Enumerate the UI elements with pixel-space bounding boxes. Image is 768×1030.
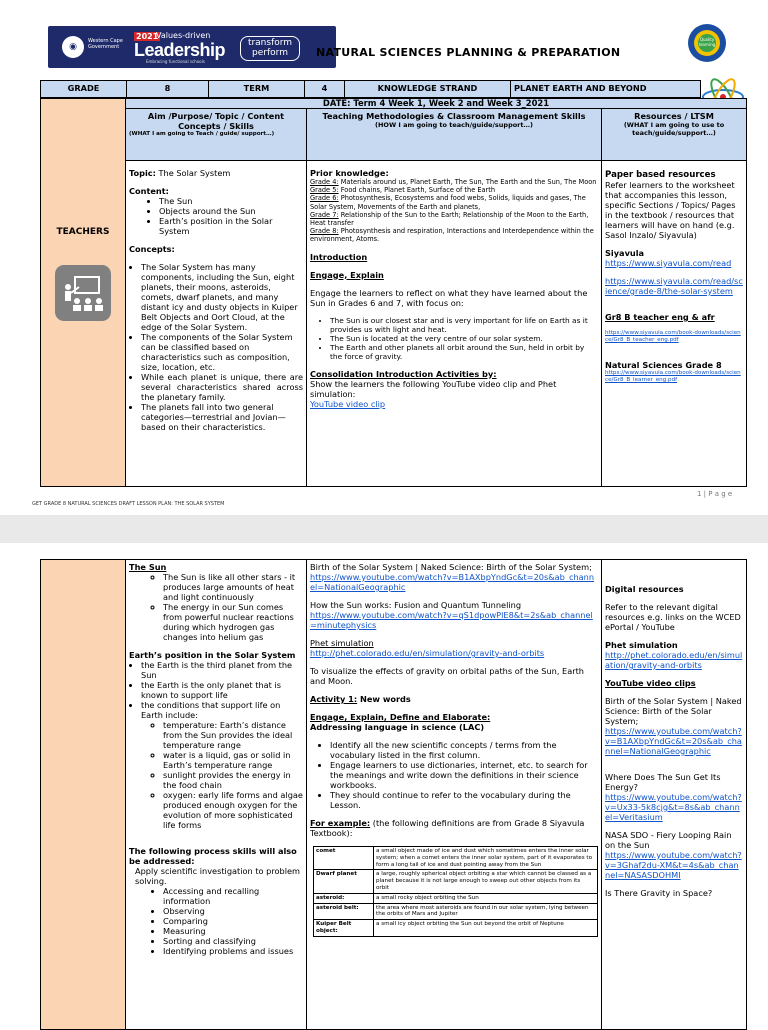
list-item: • Sorting and classifying [163,936,303,946]
content-label: Content: [129,186,169,196]
wc-government-text: Western Cape Government [88,38,123,50]
vocab-definition: a small rocky object orbiting the Sun [374,893,598,903]
lesson-table-page-2 [40,559,747,1030]
vocab-definition: a small object made of ice and dust which sometimes enters the inner solar system; when a comet enters the inner solar system, part of it evaporates to form a long tail of ice and dust pointing away from the Sun [374,847,598,870]
table-row [314,920,598,937]
vocab-term: asteroid: [314,893,374,903]
activity-label: Activity 1: [310,694,358,704]
list-item [310,227,598,243]
birth-video-link[interactable]: https://www.youtube.com/watch?v=B1AXbpYndGc&t=20s&ab_channel=NationalGeographic [310,572,595,592]
date-line: DATE: Term 4 Week 1, Week 2 and Week 3_2021 [126,99,747,109]
digital-resources-heading: Digital resources [605,584,684,594]
grade-ref: Grade 5: [310,186,339,195]
yt3-text: NASA SDO - Fiery Looping Rain on the Sun [605,830,732,850]
list-item: • The Earth and other planets all orbit around the Sun, held in orbit by the force of gravity. [330,343,598,361]
grade-ref: Grade 8: [310,227,339,236]
prior-knowledge-label: Prior knowledge: [310,168,389,178]
values-driven-text: Values-driven [156,31,211,40]
example-label: For example: [310,818,371,828]
quality-learning-logo [688,24,726,64]
leadership-logo-banner [48,26,336,68]
res-title: Resources / LTSM [634,111,714,121]
page-footer: GET GRADE 8 NATURAL SCIENCES DRAFT LESSON PLAN: THE SOLAR SYSTEM [32,501,225,507]
term-label: TERM [209,81,305,98]
page-title: NATURAL SCIENCES PLANNING & PREPARATION [316,46,621,59]
list-item [310,178,598,186]
topic-label: Topic: [129,168,156,178]
list-item: ◦ The Sun is like all other stars - it produces large amounts of heat and light continuously [163,572,303,602]
lesson-table-page-1 [40,98,747,487]
page-gap [0,515,768,543]
list-item: • Measuring [163,926,303,936]
list-item: ◦ temperature: Earth’s distance from the Sun provides the ideal temperature range [163,720,303,750]
list-item: • Earth’s position in the Solar System [159,216,303,236]
engage-list [310,316,598,361]
teach-content-cell [307,161,602,487]
birth-video-title: Birth of the Solar System | Naked Science: Birth of the Solar System; [310,562,592,572]
list-item: • the Earth is the only planet that is known to support life [141,680,303,700]
consolidation-heading: Consolidation Introduction Activities by: [310,368,497,379]
lac-list [310,740,598,810]
activity-title: New words [360,694,411,704]
list-item: ◦ oxygen: early life forms and algae produced enough oxygen for the evolution of more sophisticated life forms [163,790,303,830]
skills-intro-list [129,866,303,886]
list-item: ◦ water is a liquid, gas or solid in Earth’s temperature range [163,750,303,770]
vocab-definition: a large, roughly spherical object orbiting a star which cannot be classed as a planet because it is not large enough to sweep out other objects from its orbit [374,870,598,893]
consolidation-text: Show the learners the following YouTube video clip and Phet simulation: [310,378,557,399]
page-number: 1 | P a g e [697,490,733,498]
strand-value: PLANET EARTH AND BEYOND [511,81,701,98]
res-column-header [602,109,747,161]
list-item: ◦ sunlight provides the energy in the food chain [163,770,303,790]
sun-works-link[interactable]: https://www.youtube.com/watch?v=qS1dpowPlE8&t=2s&ab_channel=minutephysics [310,610,593,630]
paper-resources-heading: Paper based resources [605,170,716,180]
grade-topics: Relationship of the Sun to the Earth; Relationship of the Moon to the Earth, Heat transfer [310,210,589,228]
list-item: • While each planet is unique, there are several characteristics shared across the planetary family. [141,372,303,402]
yt2-link[interactable]: https://www.youtube.com/watch?v=Ux33-5k8cjg&t=8s&ab_channel=Veritasium [605,792,742,822]
list-item [310,194,598,210]
list-item: • the conditions that support life on Earth include: [141,700,303,720]
sun-works-text: How the Sun works: Fusion and Quantum Tunneling [310,600,522,610]
teach-content-cell-continued [307,560,602,1030]
vocab-definition: the area where most asteroids are found in our solar system, lying between the orbits of Mars and Jupiter [374,903,598,920]
the-sun-heading: The Sun [129,562,167,572]
resources-content-cell-continued [602,560,747,1030]
grade-topics: Photosynthesis, Ecosystems and food webs, Solids, liquids and gases, The Solar System, Movements of the Earth and planets, [310,194,586,211]
grade-label: GRADE [41,81,127,98]
lac-heading: Addressing language in science (LAC) [310,722,485,732]
phet-simulation-link[interactable]: http://phet.colorado.edu/en/simulation/gravity-and-orbits [310,648,545,658]
table-row [314,847,598,870]
list-item: • The Sun is located at the very centre of our solar system. [330,334,598,343]
paper-resources-text: Refer learners to the worksheet that accompanies this lesson, specific Sections / Topics/ Pages in the textbook / resources that learners will have on hand (e.g. Sasol Inzalo/ Siyavula) [605,180,736,240]
grade-value: 8 [127,81,209,98]
engage-text: Engage the learners to reflect on what they have learned about the Sun in Grades 6 and 7, with focus on: [310,287,588,308]
list-item: • The planets fall into two general categories—terrestrial and Jovian—based on their characteristics. [141,402,303,432]
phet-simulation-label: Phet simulation [310,638,374,648]
grade-topics: Materials around us, Planet Earth, The Sun, The Earth and the Sun, The Moon [340,178,597,186]
siyavula-link[interactable]: https://www.siyavula.com/read [605,258,732,268]
list-item: • They should continue to refer to the vocabulary during the Lesson. [330,790,598,810]
aim-title: Aim /Purpose/ Topic / Content Concepts / Skills [147,111,285,131]
yt3-link[interactable]: https://www.youtube.com/watch?v=3Ghaf2du-XM&t=4s&ab_channel=NASASDOHMI [605,850,742,880]
qli-logo-text: Quality learning [698,34,716,52]
teachers-cell [41,99,126,487]
table-row [314,870,598,893]
introduction-heading: Introduction [310,251,368,262]
teach-title: Teaching Methodologies & Classroom Management Skills [322,111,586,121]
aim-column-header [126,109,307,161]
list-item: • Objects around the Sun [159,206,303,216]
leadership-subtitle: Embracing functional schools [146,59,205,64]
page-header [40,22,768,78]
process-skills-heading: The following process skills will also be addressed: [129,846,297,866]
engage-explain-heading: Engage, Explain [310,269,384,280]
yt1-text: Birth of the Solar System | Naked Science: Birth of the Solar System; [605,696,742,726]
vocab-definition: a small icy object orbiting the Sun out beyond the orbit of Neptune [374,920,598,937]
vocab-term: Dwarf planet [314,870,374,893]
aim-subtitle: (WHAT I am going to Teach / guide/ support…) [129,131,275,137]
grade-topics: Photosynthesis and respiration, Interactions and Interdependence within the environment, Atoms. [310,227,594,244]
siyavula-heading: Siyavula [605,248,645,258]
eede-heading: Engage, Explain, Define and Elaborate: [310,712,491,722]
list-item: • Identifying problems and issues [163,946,303,956]
yt1-link[interactable]: https://www.youtube.com/watch?v=B1AXbpYndGc&t=20s&ab_channel=NationalGeographic [605,726,742,756]
vocab-term: asteroid belt: [314,903,374,920]
birth-video-text [310,562,598,592]
gr8-teacher-link[interactable]: https://www.siyavula.com/book-downloads/science/Gr8_B_teacher_eng.pdf [605,330,741,343]
skills-list [129,886,303,956]
phet-description: To visualize the effects of gravity on orbital paths of the Sun, Earth and Moon. [310,666,584,686]
list-item: • The Solar System has many components, including the Sun, eight planets, their moons, asteroids, comets, dwarf planets, and many distant icy and dusty objects in Kuiper Belt Objects and Oort Cloud, at the edge of the Solar System. [141,262,303,332]
list-item: • The components of the Solar System can be classified based on characteristics such as composition, size, location, etc. [141,332,303,372]
list-item: • Apply scientific investigation to problem solving. [135,866,303,886]
grade-ref: Grade 7: [310,210,339,219]
list-item [310,211,598,227]
vocab-term: Kuiper Belt object: [314,920,374,937]
leadership-text: Leadership [134,40,226,60]
list-item [310,186,598,194]
digital-resources-text: Refer to the relevant digital resources e.g. links on the WCED ePortal / YouTube [605,602,741,632]
teach-column-header [307,109,602,161]
aim-content-cell-continued [126,560,307,1030]
table-row [314,903,598,920]
list-item: • the Earth is the third planet from the Sun [141,660,303,680]
youtube-clips-heading: YouTube video clips [605,678,696,688]
res-subtitle: (WHAT I am going to use to teach/guide/support…) [623,121,725,137]
grade-topics: Food chains, Planet Earth, Surface of the Earth [340,186,496,195]
western-cape-crest-icon: ◉ [62,36,84,58]
sun-list [129,572,303,642]
list-item: ◦ The energy in our Sun comes from powerful nuclear reactions during which hydrogen gas changes into helium gas [163,602,303,642]
list-item: • Engage learners to use dictionaries, internet, etc. to search for the meanings and write down the definitions in their science workbooks. [330,760,598,790]
content-list [129,196,303,236]
list-item: • Accessing and recalling information [163,886,303,906]
gr8-teacher-heading: Gr8 B teacher eng & afr [605,312,715,322]
list-item: • Observing [163,906,303,916]
teachers-cell-continued [41,560,126,1030]
ns-grade8-link[interactable]: https://www.siyavula.com/book-downloads/science/Gr8_B_learner_eng.pdf [605,370,741,383]
topic-value: The Solar System [158,168,231,178]
resources-content-cell [602,161,747,487]
earth-position-list [129,660,303,720]
prior-knowledge-list [310,178,598,244]
list-item: • The Sun [159,196,303,206]
youtube-video-link[interactable]: YouTube video clip [310,398,386,409]
list-item: • Comparing [163,916,303,926]
siyavula-solar-system-link[interactable]: https://www.siyavula.com/read/science/grade-8/the-solar-system [605,276,743,296]
phet-link[interactable]: http://phet.colorado.edu/en/simulation/gravity-and-orbits [605,650,743,670]
grade-ref: Grade 4: [310,178,339,186]
list-item: • Identify all the new scientific concepts / terms from the vocabulary listed in the first column. [330,740,598,760]
info-table [40,80,701,98]
concepts-label: Concepts: [129,244,175,254]
list-item: • The Sun is our closest star and is very important for life on Earth as it provides us with light and heat. [330,316,598,334]
transform-perform-logo: transform perform [240,36,300,61]
example-text: (the following definitions are from Grade 8 Siyavula Textbook): [310,818,585,838]
grade-ref: Grade 6: [310,194,339,203]
yt4-text: Is There Gravity in Space? [605,888,713,898]
phet-heading: Phet simulation [605,640,678,650]
earth-position-heading: Earth’s position in the Solar System [129,650,296,660]
teach-subtitle: (HOW I am going to teach/guide/support…) [375,121,533,129]
term-value: 4 [305,81,345,98]
page-2 [0,543,768,1024]
table-row [314,893,598,903]
yt2-text: Where Does The Sun Get Its Energy? [605,772,721,792]
aim-content-cell [126,161,307,487]
vocab-term: comet [314,847,374,870]
teacher-classroom-icon [55,265,111,321]
concepts-list [129,262,303,432]
life-conditions-list [129,720,303,830]
year-badge: 2021 [136,32,159,41]
ns-grade8-heading: Natural Sciences Grade 8 [605,360,722,370]
strand-label: KNOWLEDGE STRAND [345,81,511,98]
vocabulary-table [313,846,598,937]
teachers-label: TEACHERS [56,227,110,237]
